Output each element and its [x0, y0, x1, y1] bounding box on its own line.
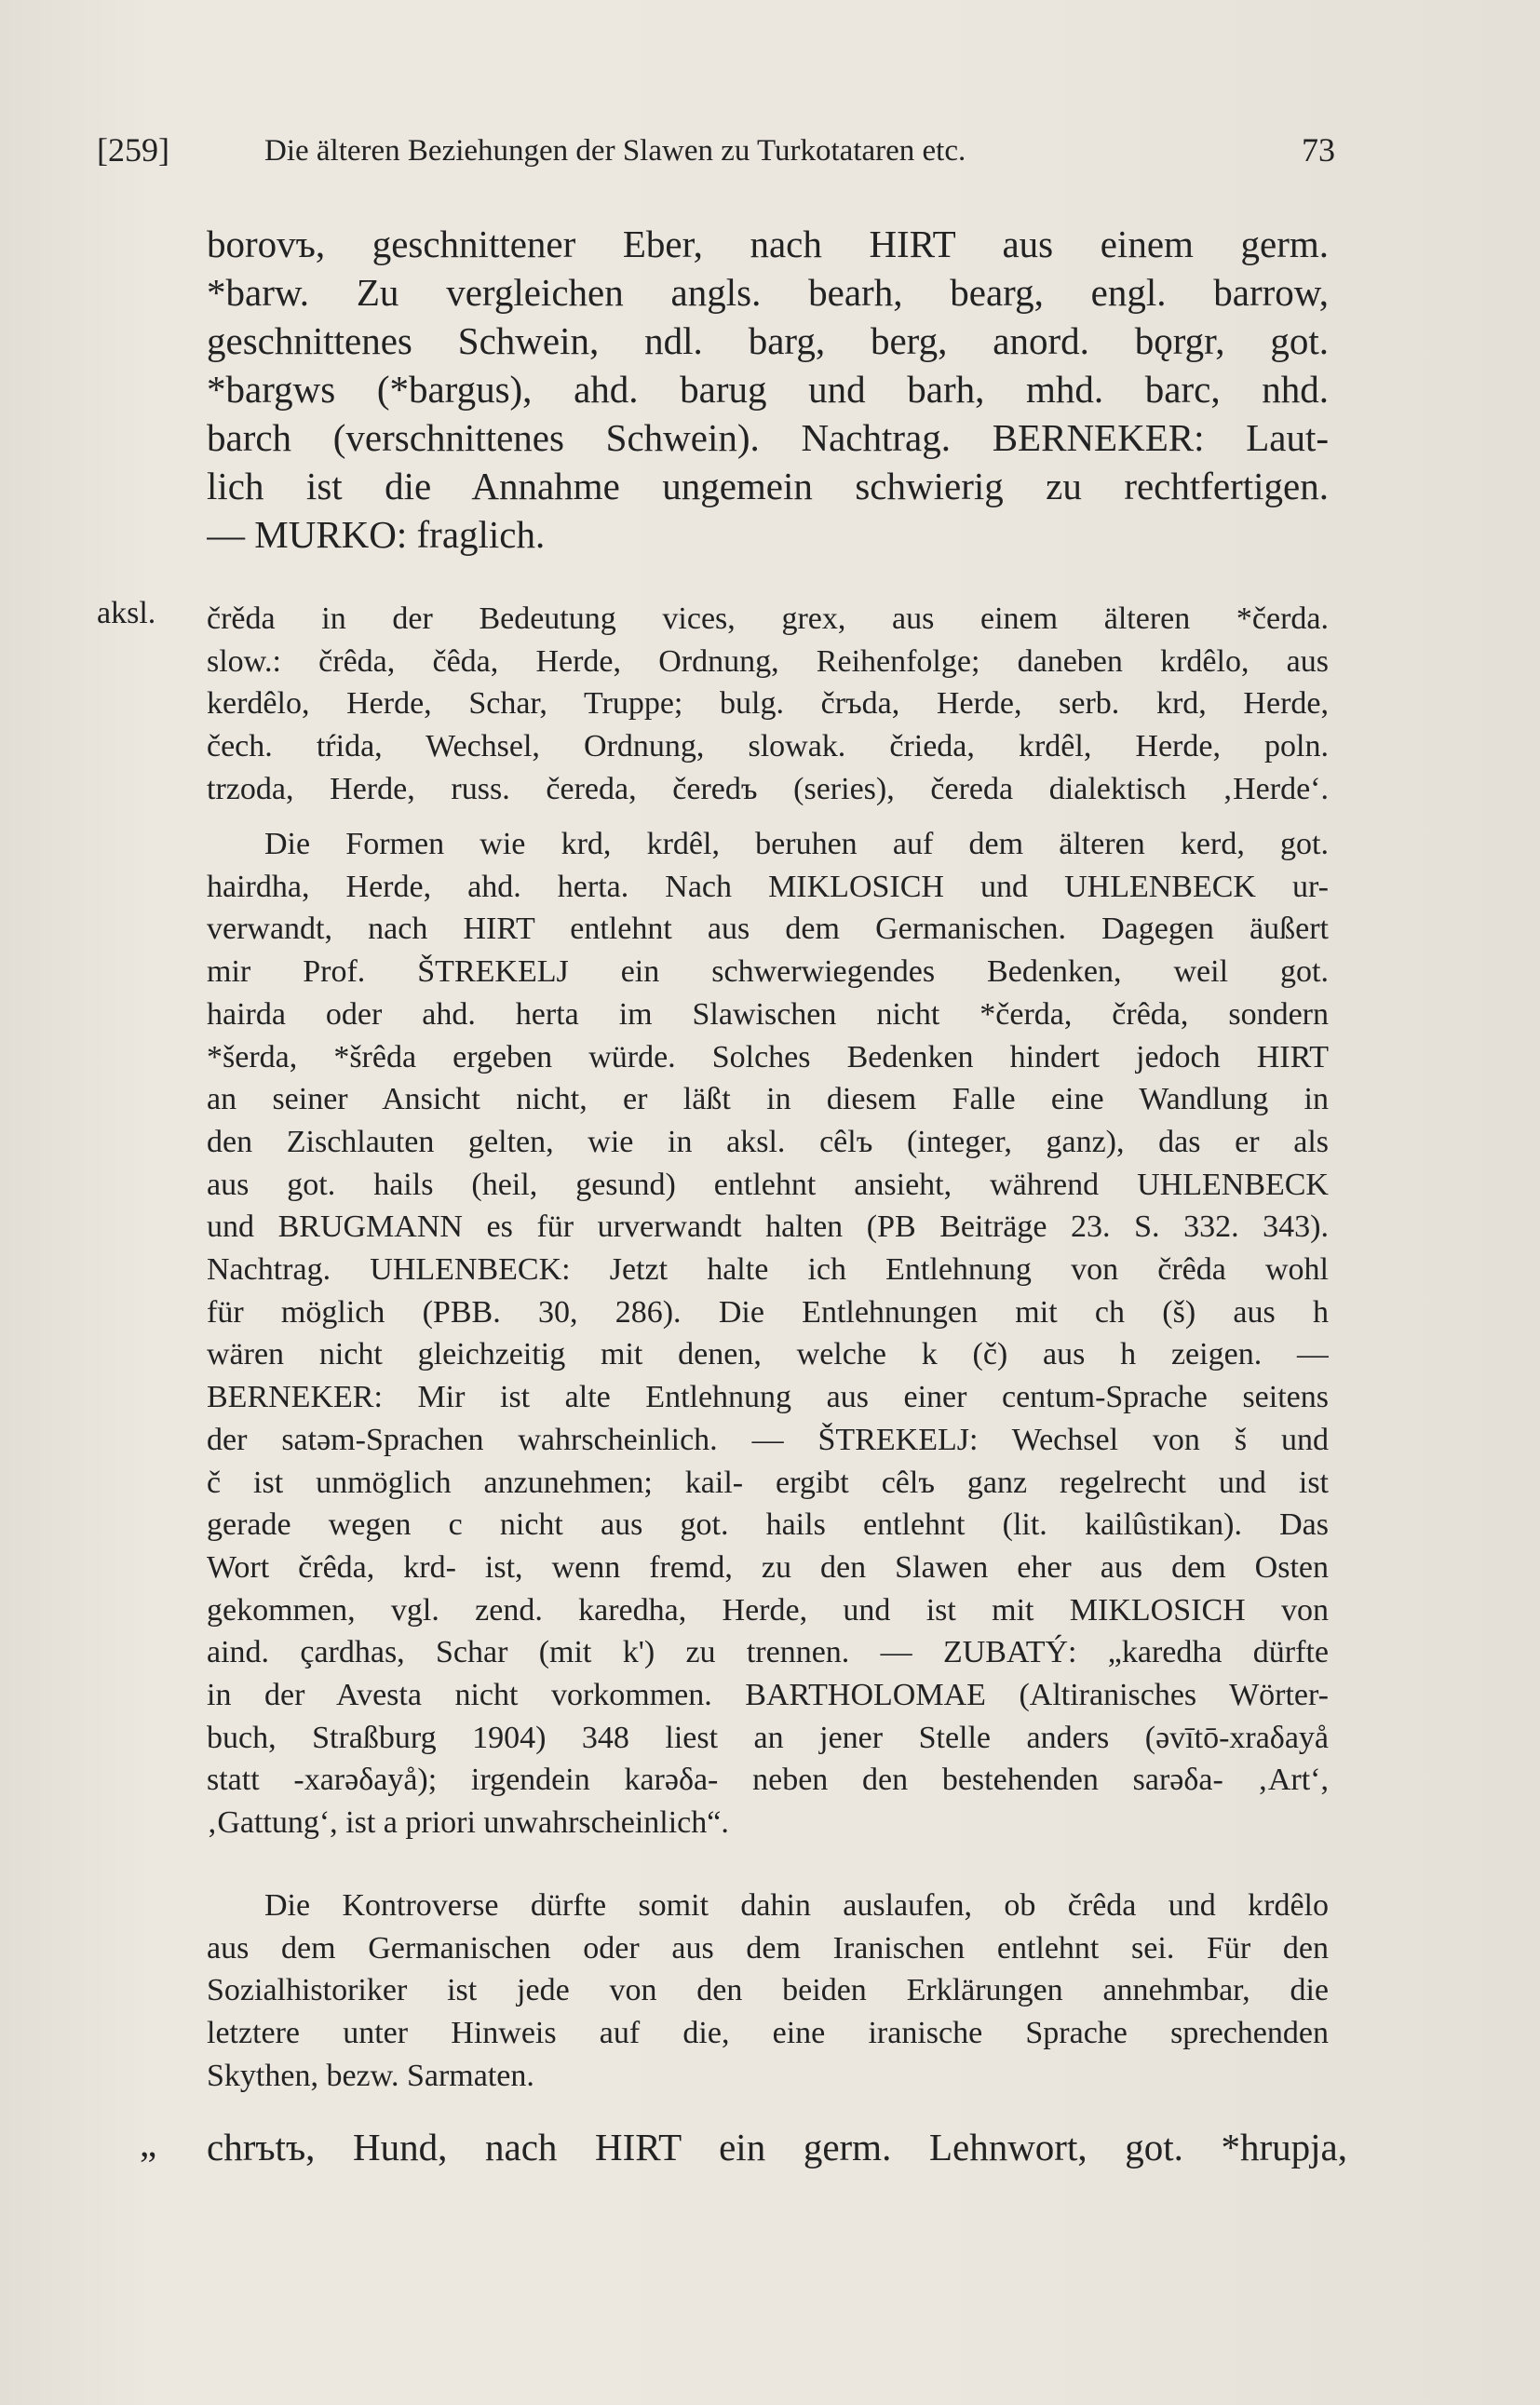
text-line: an seiner Ansicht nicht, er läßt in diesem Falle eine Wandlung in	[207, 1082, 1329, 1117]
text-line: lich ist die Annahme ungemein schwierig zu rechtfertigen.	[207, 465, 1329, 507]
margin-label-aksl: aksl.	[97, 596, 156, 630]
text-line: und BRUGMANN es für urverwandt halten (PB Beiträge 23. S. 332. 343).	[207, 1209, 1329, 1245]
text-line: Nachtrag. UHLENBECK: Jetzt halte ich Entlehnung von črêda wohl	[207, 1252, 1329, 1288]
page-number: 73	[1302, 131, 1335, 169]
text-line: für möglich (PBB. 30, 286). Die Entlehnungen mit ch (š) aus h	[207, 1294, 1329, 1330]
text-line: mir Prof. ŠTREKELJ ein schwerwiegendes Bedenken, weil got.	[207, 954, 1329, 990]
text-line: borovъ, geschnittener Eber, nach HIRT aus einem germ.	[207, 223, 1329, 265]
text-line: chrъtъ, Hund, nach HIRT ein germ. Lehnwort, got. *hrupja,	[207, 2126, 1347, 2169]
text-line: hairdha, Herde, ahd. herta. Nach MIKLOSICH und UHLENBECK ur-	[207, 869, 1329, 904]
text-line: aind. çardhas, Schar (mit k') zu trennen. — ZUBATÝ: „karedha dürfte	[207, 1635, 1329, 1670]
margin-ditto-mark: „	[140, 2122, 157, 2165]
text-line: in der Avesta nicht vorkommen. BARTHOLOMAE (Altiranisches Wörter-	[207, 1678, 1329, 1713]
running-header	[97, 130, 1335, 186]
text-line: buch, Straßburg 1904) 348 liest an jener Stelle anders (əvītō-xraδayå	[207, 1720, 1329, 1755]
running-title: Die älteren Beziehungen der Slawen zu Turkotataren etc.	[264, 134, 966, 168]
text-line: wären nicht gleichzeitig mit denen, welche k (č) aus h zeigen. —	[207, 1337, 1329, 1372]
text-line: Die Formen wie krd, krdêl, beruhen auf dem älteren kerd, got.	[264, 827, 1329, 861]
bracket-page-number: [259]	[97, 131, 169, 169]
text-line: Wort črêda, krd- ist, wenn fremd, zu den Slawen eher aus dem Osten	[207, 1549, 1329, 1585]
text-line: Die Kontroverse dürfte somit dahin auslaufen, ob črêda und krdêlo	[264, 1888, 1329, 1923]
text-line: trzoda, Herde, russ. čereda, čeredъ (series), čereda dialektisch ‚Herde‘.	[207, 771, 1329, 806]
text-line: Skythen, bezw. Sarmaten.	[207, 2058, 534, 2093]
text-line: — MURKO: fraglich.	[207, 513, 546, 556]
text-line: geschnittenes Schwein, ndl. barg, berg, anord. bǫrgr, got.	[207, 319, 1329, 362]
text-line: hairda oder ahd. herta im Slawischen nicht *čerda, črêda, sondern	[207, 996, 1329, 1032]
text-line: slow.: črêda, čêda, Herde, Ordnung, Reihenfolge; daneben krdêlo, aus	[207, 643, 1329, 679]
text-line: statt -xarəδayå); irgendein karəδa- neben den bestehenden sarəδa- ‚Art‘,	[207, 1763, 1329, 1798]
text-line: letztere unter Hinweis auf die, eine iranische Sprache sprechenden	[207, 2016, 1329, 2051]
creda-entry	[207, 598, 1329, 811]
text-line: Sozialhistoriker ist jede von den beiden Erklärungen annehmbar, die	[207, 1973, 1329, 2008]
discussion-paragraph	[207, 823, 1329, 1844]
text-line: *bargws (*bargus), ahd. barug und barh, mhd. barc, nhd.	[207, 368, 1329, 411]
chrtt-entry	[207, 2123, 1347, 2171]
text-line: gekommen, vgl. zend. karedha, Herde, und ist mit MIKLOSICH von	[207, 1592, 1329, 1628]
text-line: der satəm-Sprachen wahrscheinlich. — ŠTREKELJ: Wechsel von š und	[207, 1422, 1329, 1457]
text-line: BERNEKER: Mir ist alte Entlehnung aus einer centum-Sprache seitens	[207, 1380, 1329, 1415]
text-line: aus dem Germanischen oder aus dem Iranischen entlehnt sei. Für den	[207, 1930, 1329, 1966]
text-line: črěda in der Bedeutung vices, grex, aus einem älteren *čerda.	[207, 601, 1329, 636]
text-line: barch (verschnittenes Schwein). Nachtrag. BERNEKER: Laut-	[207, 416, 1329, 459]
text-line: verwandt, nach HIRT entlehnt aus dem Germanischen. Dagegen äußert	[207, 912, 1329, 947]
text-line: *barw. Zu vergleichen angls. bearh, bearg, engl. barrow,	[207, 271, 1329, 314]
text-line: den Zischlauten gelten, wie in aksl. cêlъ (integer, ganz), das er als	[207, 1124, 1329, 1159]
conclusion-paragraph	[207, 1885, 1329, 2098]
text-line: aus got. hails (heil, gesund) entlehnt ansieht, während UHLENBECK	[207, 1167, 1329, 1202]
text-line: ‚Gattung‘, ist a priori unwahrscheinlich“.	[207, 1805, 729, 1841]
text-line: *šerda, *šrêda ergeben würde. Solches Bedenken hindert jedoch HIRT	[207, 1039, 1329, 1074]
text-line: čech. tŕida, Wechsel, Ordnung, slowak. črieda, krdêl, Herde, poln.	[207, 729, 1329, 764]
intro-paragraph	[207, 220, 1329, 559]
text-line: gerade wegen c nicht aus got. hails entlehnt (lit. kailûstikan). Das	[207, 1507, 1329, 1543]
text-line: č ist unmöglich anzunehmen; kail- ergibt cêlъ ganz regelrecht und ist	[207, 1465, 1329, 1500]
text-line: kerdêlo, Herde, Schar, Truppe; bulg. črъda, Herde, serb. krd, Herde,	[207, 686, 1329, 722]
